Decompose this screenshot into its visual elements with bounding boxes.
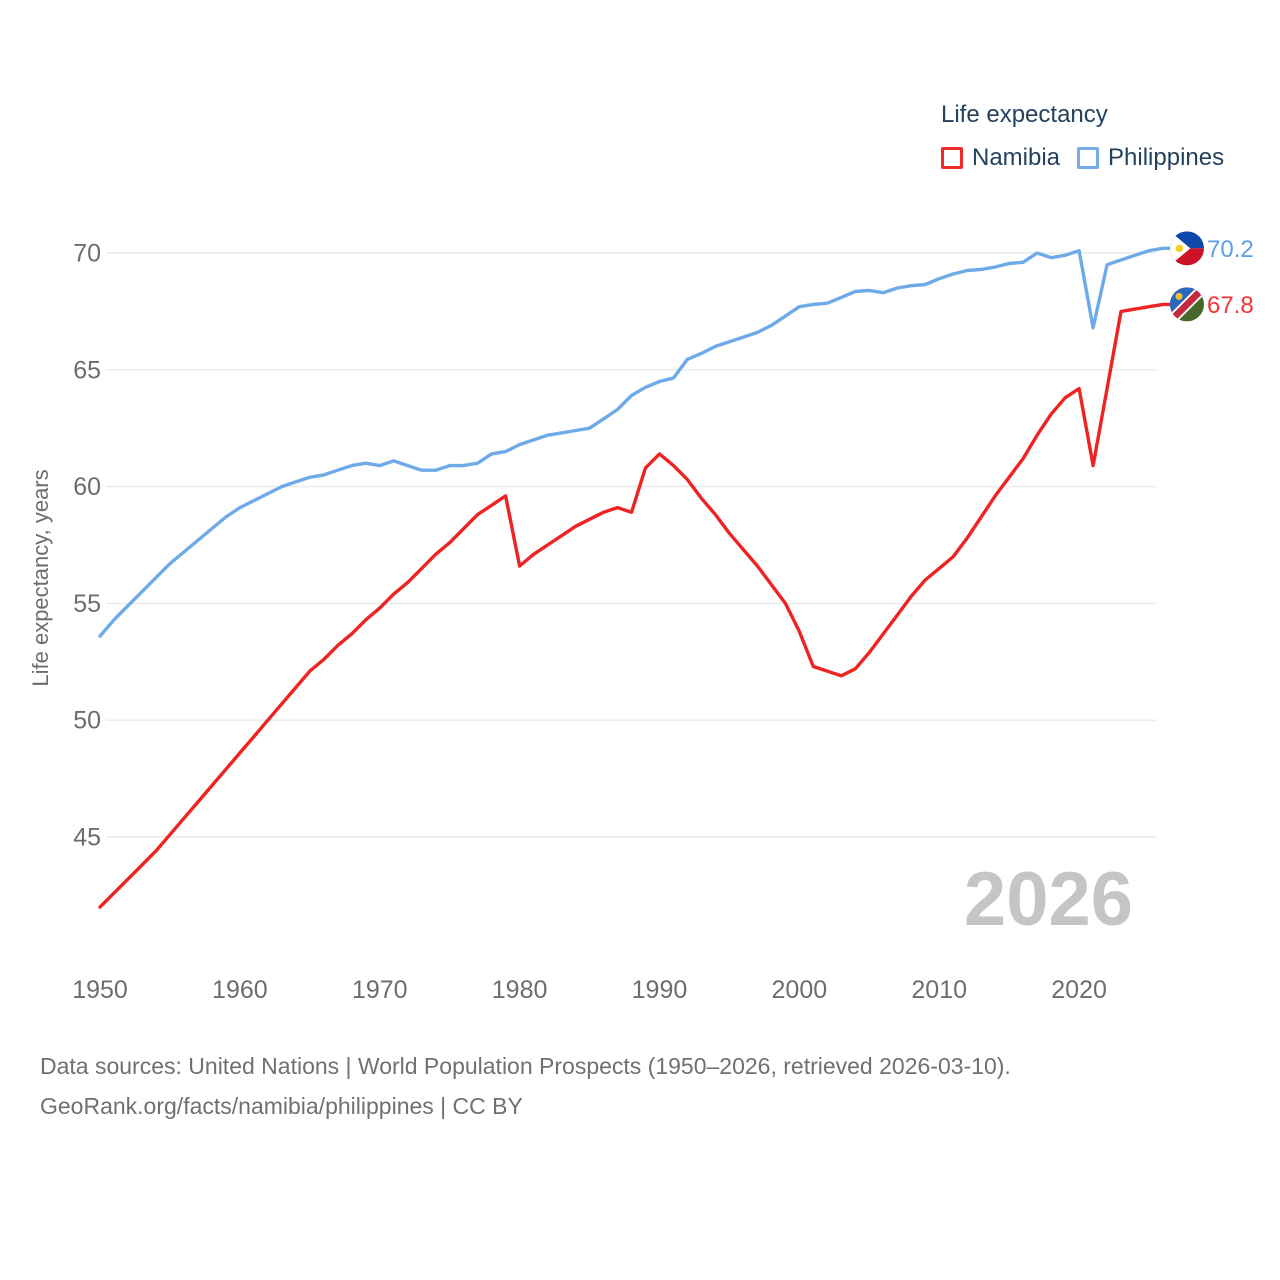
legend-label: Namibia <box>972 144 1061 171</box>
philippines-flag-icon <box>1170 231 1204 265</box>
footer-attribution: GeoRank.org/facts/namibia/philippines | CC BY <box>40 1093 523 1119</box>
legend <box>941 101 1224 172</box>
legend-item-philippines[interactable] <box>1077 144 1224 172</box>
footer <box>40 1046 1240 1126</box>
y-tick-label-70: 70 <box>73 239 101 268</box>
philippines-line <box>100 248 1171 636</box>
legend-title: Life expectancy <box>941 101 1108 128</box>
y-axis-title: Life expectancy, years <box>28 469 53 687</box>
x-tick-label-1960: 1960 <box>212 976 268 1004</box>
footer-data-sources: Data sources: United Nations | World Population Prospects (1950–2026, retrieved 2026-03-10). <box>40 1053 1011 1079</box>
y-tick-label-45: 45 <box>73 823 101 852</box>
namibia-end-value: 67.8 <box>1207 291 1254 319</box>
x-tick-label-2000: 2000 <box>771 976 828 1004</box>
philippines-end-value: 70.2 <box>1207 235 1254 263</box>
watermark-year: 2026 <box>963 857 1133 942</box>
x-tick-label-1950: 1950 <box>72 976 128 1004</box>
namibia-flag-icon <box>1170 287 1204 321</box>
x-axis-ticks <box>72 976 1107 1004</box>
y-tick-label-60: 60 <box>73 473 101 502</box>
gridlines <box>106 253 1157 837</box>
legend-items <box>941 144 1224 172</box>
y-tick-label-50: 50 <box>73 706 101 735</box>
legend-checkbox-namibia[interactable] <box>941 147 963 169</box>
x-tick-label-2010: 2010 <box>911 976 968 1004</box>
x-tick-label-1980: 1980 <box>491 976 548 1004</box>
legend-checkbox-philippines[interactable] <box>1077 147 1099 169</box>
y-axis-ticks <box>73 240 101 852</box>
legend-label: Philippines <box>1108 144 1225 171</box>
y-tick-label-55: 55 <box>73 589 101 618</box>
legend-item-namibia[interactable] <box>941 144 1060 172</box>
y-tick-label-65: 65 <box>73 356 101 385</box>
x-tick-label-1970: 1970 <box>351 976 408 1004</box>
x-tick-label-1990: 1990 <box>631 976 688 1004</box>
x-tick-label-2020: 2020 <box>1051 976 1107 1004</box>
